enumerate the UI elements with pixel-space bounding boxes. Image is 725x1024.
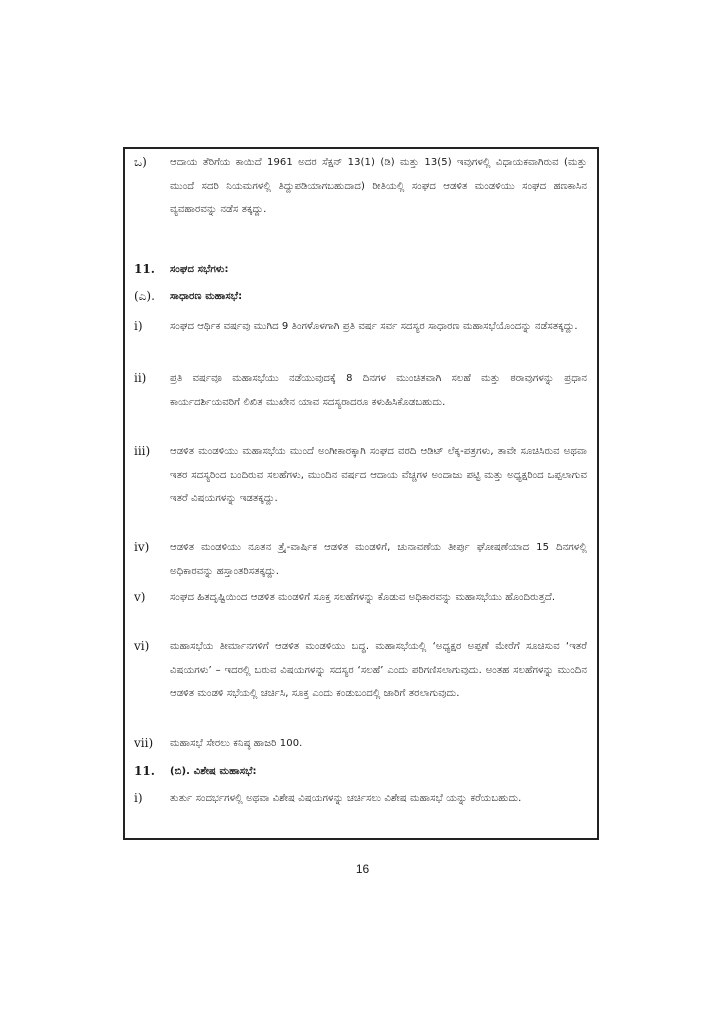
clause-text: ಆಡಳಿತ ಮಂಡಳಿಯು ಮಹಾಸಭೆಯ ಮುಂದೆ ಅಂಗೀಕಾರಕ್ಕಾಗಿ ಸಂಘದ ವರದಿ ಆಡಿಟ್ ಲೆಕ್ಕ-ಪತ್ರಗಳು, ತಾವೇ ಸೂಚಿಸಿರುವ ಅಥವಾ ಇತರ ಸದಸ್ಯರಿಂದ ಬಂದಿರುವ ಸಲಹೆಗಳು, ಮುಂದಿನ ವರ್ಷದ ಆದಾಯ ವೆಚ್ಚಗಳ ಅಂದಾಜು ಪಟ್ಟಿ ಮತ್ತು ಅಧ್ಯಕ್ಷರಿಂದ ಒಪ್ಪಲಾಗುವ ಇತರೆ ವಿಷಯಗಳನ್ನು ಇಡತಕ್ಕದ್ದು. <box>170 446 587 504</box>
page-number: 16 <box>355 862 370 876</box>
clause-number: i) <box>134 791 143 805</box>
clause-text: ತುರ್ತು ಸಂದರ್ಭಗಳಲ್ಲಿ ಅಥವಾ ವಿಶೇಷ ವಿಷಯಗಳನ್ನು ಚರ್ಚಿಸಲು ವಿಶೇಷ ಮಹಾಸಭೆ ಯನ್ನು ಕರೆಯಬಹುದು. <box>170 793 522 804</box>
clause-text: ಮಹಾಸಭೆ ಸೇರಲು ಕನಿಷ್ಠ ಹಾಜರಿ 100. <box>170 738 303 749</box>
section-number: 11. <box>134 262 155 276</box>
clause-number: vii) <box>134 736 154 750</box>
clause-text: ಸಂಘದ ಆರ್ಥಿಕ ವರ್ಷವು ಮುಗಿದ 9 ತಿಂಗಳೊಳಗಾಗಿ ಪ್ರತಿ ವರ್ಷ ಸರ್ವ ಸದಸ್ಯರ ಸಾಧಾರಣ ಮಹಾಸಭೆಯೊಂದನ್ನು ನಡೆಸತಕ್ಕದ್ದು. <box>170 321 578 332</box>
clause-number: iv) <box>134 540 150 554</box>
clause-number: ಒ) <box>134 155 147 169</box>
section-title: ಸಂಘದ ಸಭೆಗಳು: <box>170 264 229 275</box>
subsection-title: ಸಾಧಾರಣ ಮಹಾಸಭೆ: <box>170 291 243 302</box>
clause-text: ಸಂಘದ ಹಿತದೃಷ್ಟಿಯಿಂದ ಆಡಳಿತ ಮಂಡಳಿಗೆ ಸೂಕ್ತ ಸಲಹೆಗಳನ್ನು ಕೊಡುವ ಅಧಿಕಾರವನ್ನು ಮಹಾಸಭೆಯು ಹೊಂದಿರುತ್ತದೆ. <box>170 592 556 603</box>
clause-number: v) <box>134 590 146 604</box>
clause-number: ii) <box>134 371 147 385</box>
clause-number: iii) <box>134 444 151 458</box>
subsection-number: (ಎ). <box>134 289 155 303</box>
section-title: (ಬಿ). ವಿಶೇಷ ಮಹಾಸಭೆ: <box>170 766 257 777</box>
content-frame <box>123 147 599 840</box>
clause-number: i) <box>134 319 143 333</box>
clause-text: ಪ್ರತಿ ವರ್ಷವೂ ಮಹಾಸಭೆಯು ನಡೆಯುವುದಕ್ಕೆ 8 ದಿನಗಳ ಮುಂಚಿತವಾಗಿ ಸಲಹೆ ಮತ್ತು ಠರಾವುಗಳನ್ನು ಪ್ರಧಾನ ಕಾರ್ಯದರ್ಶಿಯವರಿಗೆ ಲಿಖಿತ ಮುಖೇನ ಯಾವ ಸದಸ್ಯರಾದರೂ ಕಳುಹಿಸಿಕೊಡಬಹುದು. <box>170 373 587 408</box>
clause-text: ಮಹಾಸಭೆಯ ತೀರ್ಮಾನಗಳಿಗೆ ಆಡಳಿತ ಮಂಡಳಿಯು ಬದ್ಧ. ಮಹಾಸಭೆಯಲ್ಲಿ ‘ಅಧ್ಯಕ್ಷರ ಅಪ್ಪಣೆ ಮೇರೆಗೆ ಸೂಚಿಸುವ ‘ಇತರೆ ವಿಷಯಗಳು’ – ಇದರಲ್ಲಿ ಬರುವ ವಿಷಯಗಳನ್ನು ಸದಸ್ಯರ ‘ಸಲಹೆ’ ಎಂದು ಪರಿಗಣಿಸಲಾಗುವುದು. ಅಂತಹ ಸಲಹೆಗಳನ್ನು ಮುಂದಿನ ಆಡಳಿತ ಮಂಡಳಿ ಸಭೆಯಲ್ಲಿ ಚರ್ಚಿಸಿ, ಸೂಕ್ತ ಎಂದು ಕಂಡುಬಂದಲ್ಲಿ ಜಾರಿಗೆ ತರಲಾಗುವುದು. <box>170 641 587 699</box>
section-number: 11. <box>134 764 155 778</box>
clause-text: ಆದಾಯ ತೆರಿಗೆಯ ಕಾಯಿದೆ 1961 ಅದರ ಸೆಕ್ಷನ್ 13(1) (ಡಿ) ಮತ್ತು 13(5) ಇವುಗಳಲ್ಲಿ ವಿಧಾಯಕವಾಗಿರುವ (ಮತ್ತು ಮುಂದೆ ಸದರಿ ನಿಯಮಗಳಲ್ಲಿ ತಿದ್ದುಪಡಿಯಾಗಬಹುದಾದ) ರೀತಿಯಲ್ಲಿ ಸಂಘದ ಆಡಳಿತ ಮಂಡಳಿಯು ಸಂಘದ ಹಣಕಾಸಿನ ವ್ಯವಹಾರವನ್ನು ನಡೆಸ ತಕ್ಕದ್ದು. <box>170 157 587 215</box>
clause-number: vi) <box>134 639 150 653</box>
clause-text: ಆಡಳಿತ ಮಂಡಳಿಯು ನೂತನ ತ್ರೈ-ವಾರ್ಷಿಕ ಆಡಳಿತ ಮಂಡಳಿಗೆ, ಚುನಾವಣೆಯ ತೀರ್ಪು ಘೋಷಣೆಯಾದ 15 ದಿನಗಳಲ್ಲಿ ಅಧಿಕಾರವನ್ನು ಹಸ್ತಾಂತರಿಸತಕ್ಕದ್ದು. <box>170 542 587 577</box>
